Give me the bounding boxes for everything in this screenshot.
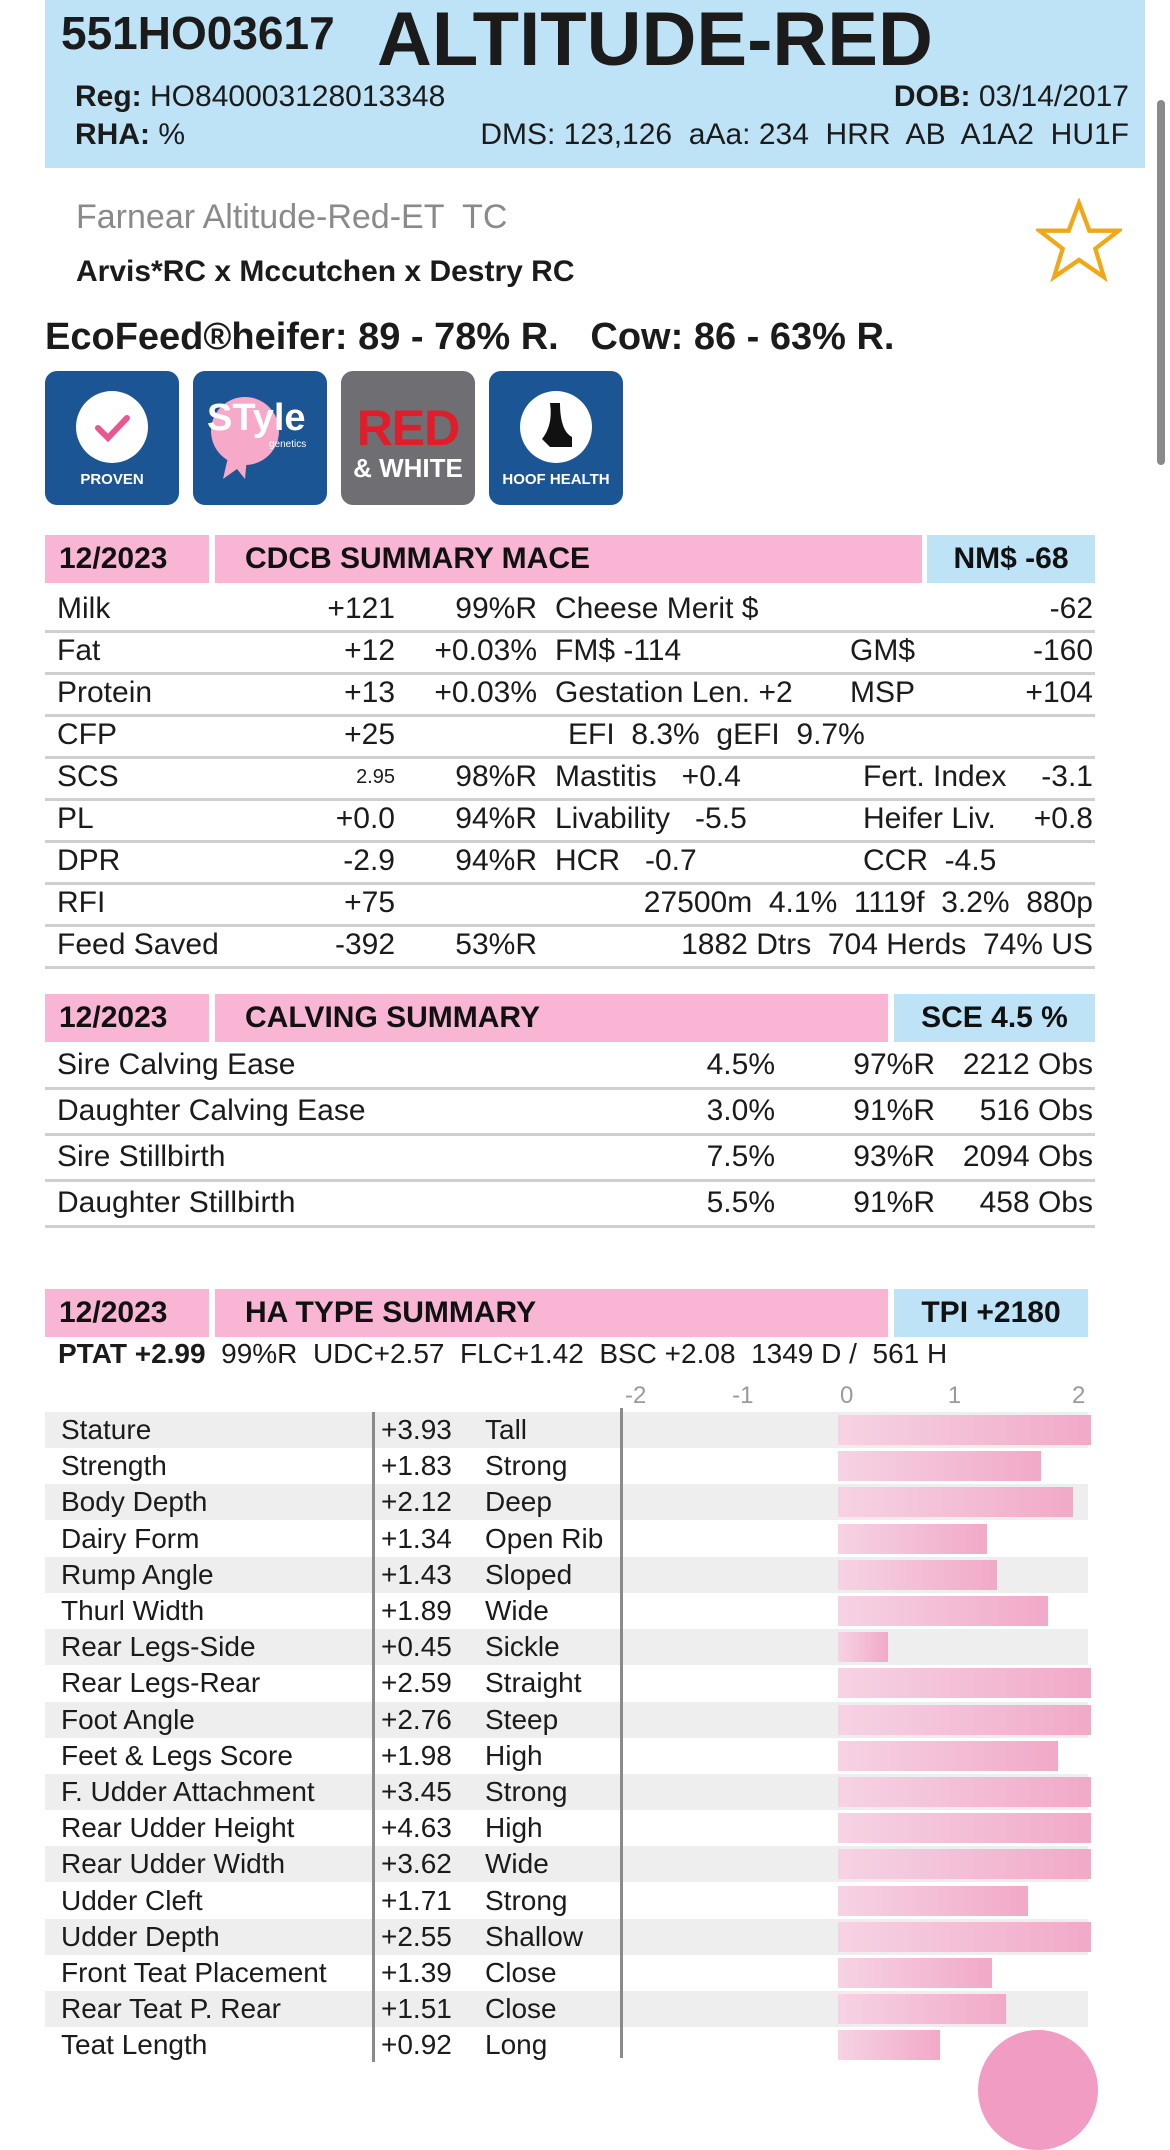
cdcb-reliability: 53%R [455, 928, 537, 961]
net-merit: NM$ -68 [953, 542, 1069, 575]
type-trait: Feet & Legs Score [61, 1739, 293, 1771]
type-value: +2.59 [381, 1667, 452, 1699]
type-row [45, 1738, 1088, 1774]
type-row [45, 1846, 1088, 1882]
type-descriptor: Wide [485, 1848, 549, 1880]
sce-value: SCE 4.5 % [921, 1001, 1068, 1034]
type-trait: Dairy Form [61, 1522, 200, 1554]
cdcb-trait: Protein [57, 676, 153, 709]
cdcb-value: +75 [344, 886, 395, 919]
type-trait: Udder Depth [61, 1920, 220, 1952]
type-value: +1.83 [381, 1450, 452, 1482]
cdcb-secondary-trait: EFI 8.3% gEFI 9.7% [568, 718, 865, 751]
cdcb-secondary-trait: FM$ -114 [555, 634, 682, 667]
cdcb-secondary-trait: Livability -5.5 [555, 802, 747, 835]
type-bar [838, 2030, 940, 2060]
favorite-star-icon[interactable] [1036, 198, 1122, 284]
style-label: STyle [207, 397, 306, 439]
type-bar [838, 1632, 888, 1662]
dob-label: DOB: [893, 80, 971, 113]
type-value: +4.63 [381, 1812, 452, 1844]
type-trait: Foot Angle [61, 1703, 195, 1735]
type-bar [838, 1415, 1091, 1445]
cdcb-trait: PL [57, 802, 94, 835]
type-trait: Teat Length [61, 2029, 208, 2061]
type-value: +1.39 [381, 1957, 452, 1988]
axis-tick-label: -1 [732, 1382, 754, 1409]
calving-observations: 2094 Obs [962, 1140, 1093, 1173]
calving-value: 3.0% [706, 1094, 775, 1127]
calving-row [45, 1090, 1095, 1136]
type-trait: Front Teat Placement [61, 1957, 327, 1988]
type-descriptor: Close [485, 1993, 557, 2025]
white-label: & WHITE [353, 453, 463, 483]
type-descriptor: Wide [485, 1595, 549, 1626]
type-bar [838, 1451, 1041, 1481]
type-row [45, 1629, 1088, 1665]
cdcb-value: +13 [344, 676, 395, 709]
cdcb-secondary-label: Heifer Liv. [863, 802, 996, 835]
cdcb-secondary-value: +0.8 [1033, 802, 1093, 835]
type-value: +3.93 [381, 1414, 452, 1445]
registered-name: Farnear Altitude-Red-ET TC [76, 198, 508, 236]
type-bar [838, 1958, 992, 1988]
axis-divider [620, 1408, 623, 2058]
axis-tick-label: 0 [840, 1382, 854, 1409]
type-row [45, 1521, 1088, 1557]
calving-observations: 458 Obs [979, 1186, 1093, 1219]
type-bar [838, 1922, 1091, 1952]
calving-value: 7.5% [706, 1140, 775, 1173]
type-trait: Thurl Width [61, 1595, 205, 1626]
style-sub-label: genetics [269, 439, 307, 450]
red-white-badge [341, 371, 475, 505]
cdcb-row [45, 882, 1095, 927]
calving-reliability: 93%R [853, 1140, 935, 1173]
cdcb-value: +12 [344, 634, 395, 667]
cdcb-value: +25 [344, 718, 395, 751]
proven-label: PROVEN [80, 471, 144, 488]
type-descriptor: High [485, 1812, 543, 1844]
type-descriptor: Strong [485, 1776, 568, 1807]
type-descriptor: Strong [485, 1450, 568, 1482]
type-bar [838, 1560, 997, 1590]
type-row [45, 1955, 1088, 1991]
type-trait: Rear Teat P. Rear [61, 1993, 281, 2025]
cdcb-reliability: +0.03% [434, 634, 537, 667]
cdcb-row [45, 924, 1095, 969]
date-of-birth [894, 80, 1129, 114]
cdcb-reliability: 98%R [455, 760, 537, 793]
type-trait: Udder Cleft [61, 1884, 203, 1916]
cdcb-trait: SCS [57, 760, 119, 793]
floating-action-button[interactable] [978, 2030, 1098, 2150]
cdcb-secondary-trait: Gestation Len. +2 [555, 676, 793, 709]
type-value: +1.71 [381, 1884, 452, 1916]
cdcb-row [45, 714, 1095, 759]
type-header [45, 1289, 1088, 1337]
calving-trait: Sire Calving Ease [57, 1048, 296, 1081]
cdcb-secondary-value: -160 [1032, 634, 1093, 667]
red-label: RED [356, 400, 460, 456]
type-row [45, 1448, 1088, 1484]
type-trait: Rear Udder Width [61, 1848, 286, 1880]
cdcb-trait: Milk [57, 592, 111, 625]
axis-tick-label: -2 [625, 1382, 647, 1409]
type-value: +1.89 [381, 1595, 452, 1626]
dob-value: 03/14/2017 [978, 80, 1129, 113]
cdcb-date: 12/2023 [59, 542, 168, 575]
type-bar [838, 1524, 987, 1554]
type-bar [838, 1487, 1073, 1517]
calving-reliability: 91%R [853, 1094, 935, 1127]
cdcb-row [45, 672, 1095, 717]
type-row [45, 1774, 1088, 1810]
cdcb-production-detail: 27500m 4.1% 1119f 3.2% 880p [643, 886, 1093, 919]
type-descriptor: Open Rib [485, 1522, 604, 1554]
type-trait: Strength [61, 1450, 167, 1482]
calving-trait: Daughter Stillbirth [57, 1186, 296, 1219]
type-value: +0.45 [381, 1631, 452, 1663]
type-trait: Body Depth [61, 1486, 208, 1518]
calving-date: 12/2023 [59, 1001, 168, 1034]
proven-badge [45, 371, 179, 505]
type-descriptor: Sickle [485, 1631, 560, 1663]
type-row [45, 1484, 1088, 1520]
type-descriptor: High [485, 1739, 543, 1771]
axis-tick-label: 1 [947, 1382, 962, 1409]
type-trait: Rump Angle [61, 1558, 214, 1590]
hoof-health-badge [489, 371, 623, 505]
calving-row [45, 1136, 1095, 1182]
rha-value: % [158, 118, 186, 151]
column-divider [372, 1412, 375, 2062]
cdcb-secondary-label: CCR -4.5 [863, 844, 997, 877]
calving-row [45, 1044, 1095, 1090]
type-bar [838, 1994, 1006, 2024]
type-bar [838, 1596, 1048, 1626]
calving-reliability: 97%R [853, 1048, 935, 1081]
pedigree: Arvis*RC x Mccutchen x Destry RC [76, 255, 575, 288]
genetic-codes: DMS: 123,126 aAa: 234 HRR AB A1A2 HU1F [480, 118, 1129, 151]
type-value: +3.45 [381, 1776, 452, 1807]
cdcb-title: CDCB SUMMARY MACE [245, 542, 590, 575]
ptat-details: 99%R UDC+2.57 FLC+1.42 BSC +2.08 1349 D / 561 H [221, 1338, 948, 1369]
cdcb-secondary-label: MSP [850, 676, 916, 709]
type-trait: Rear Legs-Rear [61, 1667, 261, 1699]
type-trait: Rear Legs-Side [61, 1631, 256, 1663]
hoof-health-label: HOOF HEALTH [502, 471, 610, 488]
bull-name: ALTITUDE-RED [377, 0, 933, 82]
cdcb-trait: Feed Saved [57, 928, 219, 961]
cdcb-reliability: 94%R [455, 844, 537, 877]
rha-label: RHA: [75, 118, 150, 151]
type-date: 12/2023 [59, 1296, 168, 1329]
ptat-line [58, 1338, 947, 1370]
type-descriptor: Steep [485, 1703, 559, 1735]
type-descriptor: Shallow [485, 1920, 584, 1952]
cdcb-row [45, 756, 1095, 801]
cdcb-secondary-label: GM$ [850, 634, 916, 667]
type-row [45, 1557, 1088, 1593]
cdcb-value: -392 [334, 928, 395, 961]
type-bar [838, 1668, 1091, 1698]
type-row [45, 1593, 1088, 1629]
calving-value: 5.5% [706, 1186, 775, 1219]
cdcb-value: +0.0 [335, 802, 395, 835]
calving-observations: 516 Obs [979, 1094, 1093, 1127]
cdcb-row [45, 630, 1095, 675]
rha [75, 118, 185, 152]
cdcb-value: 2.95 [356, 766, 395, 788]
type-descriptor: Straight [485, 1667, 582, 1699]
cdcb-secondary-trait: Cheese Merit $ [555, 592, 759, 625]
type-bar [838, 1813, 1091, 1843]
type-row [45, 1991, 1088, 2027]
cdcb-reliability: 99%R [455, 592, 537, 625]
cdcb-trait: DPR [57, 844, 121, 877]
type-value: +2.12 [381, 1486, 452, 1518]
type-bar [838, 1741, 1058, 1771]
hoof-icon [520, 391, 592, 463]
type-row [45, 1412, 1088, 1448]
type-bar [838, 1705, 1091, 1735]
cdcb-trait: CFP [57, 718, 117, 751]
ecofeed-line: EcoFeed®heifer: 89 - 78% R. Cow: 86 - 63% R. [45, 316, 895, 358]
calving-trait: Daughter Calving Ease [57, 1094, 366, 1127]
type-trait: Stature [61, 1414, 152, 1445]
cdcb-secondary-label: Fert. Index [863, 760, 1007, 793]
cdcb-production-detail: 1882 Dtrs 704 Herds 74% US [681, 928, 1093, 961]
type-value: +1.34 [381, 1522, 452, 1554]
type-bar [838, 1777, 1091, 1807]
cdcb-secondary-value: -3.1 [1041, 760, 1093, 793]
cdcb-row [45, 588, 1095, 633]
style-genetics-badge [193, 371, 327, 505]
ptat-value: PTAT +2.99 [58, 1338, 206, 1369]
registration [75, 80, 445, 114]
type-row [45, 1810, 1088, 1846]
type-row [45, 1702, 1088, 1738]
bull-code: 551HO03617 [61, 7, 335, 59]
cdcb-secondary-value: +104 [1025, 676, 1093, 709]
type-descriptor: Close [485, 1957, 557, 1988]
calving-value: 4.5% [706, 1048, 775, 1081]
reg-label: Reg: [75, 80, 142, 113]
type-title: HA TYPE SUMMARY [245, 1296, 537, 1329]
cdcb-reliability: +0.03% [434, 676, 537, 709]
cdcb-value: +121 [327, 592, 395, 625]
type-bar [838, 1849, 1091, 1879]
type-descriptor: Long [485, 2029, 548, 2061]
cdcb-row [45, 840, 1095, 885]
cdcb-reliability: 94%R [455, 802, 537, 835]
type-value: +3.62 [381, 1848, 452, 1880]
type-trait: Rear Udder Height [61, 1812, 295, 1844]
type-value: +1.43 [381, 1558, 452, 1590]
checkmark-icon [76, 391, 148, 463]
scrollbar[interactable] [1157, 100, 1165, 465]
type-value: +1.51 [381, 1993, 452, 2025]
type-descriptor: Strong [485, 1884, 568, 1916]
axis-tick-label: 2 [1072, 1382, 1086, 1409]
type-descriptor: Sloped [485, 1558, 573, 1590]
type-bar [838, 1886, 1028, 1916]
reg-value: HO840003128013348 [150, 80, 446, 113]
type-descriptor: Deep [485, 1486, 552, 1518]
calving-observations: 2212 Obs [962, 1048, 1093, 1081]
type-descriptor: Tall [485, 1414, 528, 1445]
cdcb-secondary-trait: HCR -0.7 [555, 844, 697, 877]
cdcb-trait: RFI [57, 886, 106, 919]
type-trait: F. Udder Attachment [61, 1776, 315, 1807]
cdcb-row [45, 798, 1095, 843]
type-value: +2.76 [381, 1703, 452, 1735]
type-row [45, 1919, 1088, 1955]
cdcb-trait: Fat [57, 634, 101, 667]
cdcb-value: -2.9 [343, 844, 395, 877]
tpi-value: TPI +2180 [921, 1296, 1061, 1329]
calving-trait: Sire Stillbirth [57, 1140, 226, 1173]
header-banner [45, 0, 1145, 168]
type-value: +2.55 [381, 1920, 452, 1952]
type-row [45, 1883, 1088, 1919]
calving-header [45, 994, 1095, 1042]
calving-reliability: 91%R [853, 1186, 935, 1219]
cdcb-secondary-value: -62 [1049, 592, 1093, 625]
calving-row [45, 1182, 1095, 1228]
calving-title: CALVING SUMMARY [245, 1001, 540, 1034]
cdcb-secondary-trait: Mastitis +0.4 [555, 760, 741, 793]
type-row [45, 1665, 1088, 1701]
cdcb-header [45, 535, 1095, 583]
type-value: +0.92 [381, 2029, 452, 2061]
type-value: +1.98 [381, 1739, 452, 1771]
